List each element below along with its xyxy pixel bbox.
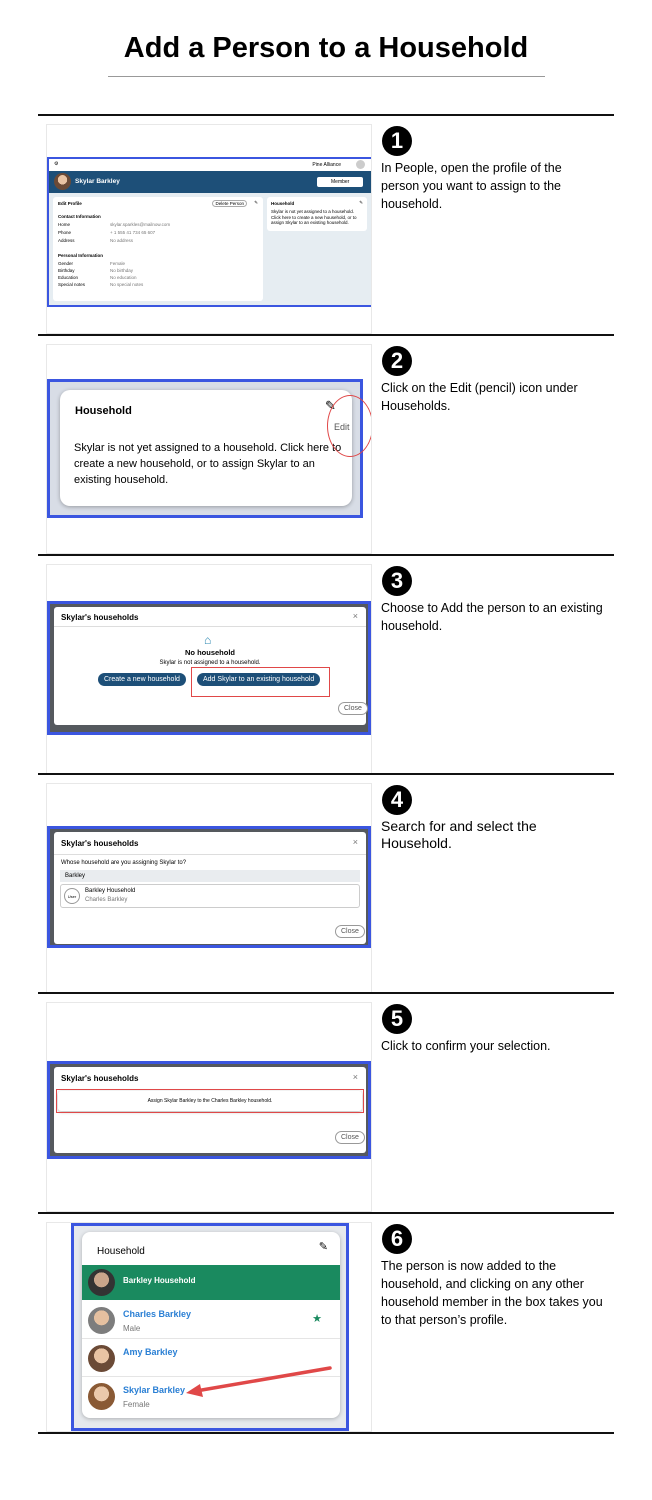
role-select[interactable]: Member xyxy=(317,177,363,187)
step-2-screenshot xyxy=(46,344,372,554)
modal-title: Skylar's households xyxy=(61,839,139,848)
step-4-screenshot xyxy=(46,783,372,993)
household-banner[interactable] xyxy=(82,1265,340,1300)
step-description: Choose to Add the person to an existing household. xyxy=(381,601,603,633)
close-button[interactable]: Close xyxy=(335,1131,365,1144)
member-gender: Male xyxy=(123,1324,141,1333)
member-name[interactable]: Amy Barkley xyxy=(123,1347,178,1357)
close-icon[interactable]: × xyxy=(352,611,358,621)
card-title: Household xyxy=(97,1246,145,1257)
star-icon: ★ xyxy=(312,1313,322,1325)
highlight-circle xyxy=(327,395,372,457)
card-title: Household xyxy=(75,405,132,417)
title-divider xyxy=(108,76,545,77)
delete-person-button[interactable]: Delete Person xyxy=(212,200,247,207)
result-name: Barkley Household xyxy=(85,888,136,894)
household-name: Barkley Household xyxy=(123,1276,196,1285)
contact-heading: Contact Information xyxy=(58,214,101,219)
result-member: Charles Barkley xyxy=(85,897,128,903)
step-description: Click on the Edit (pencil) icon under Households. xyxy=(381,381,578,413)
personal-heading: Personal Information xyxy=(58,253,104,258)
home-icon: ⌂ xyxy=(204,633,212,647)
edit-profile-heading: Edit Profile xyxy=(58,201,82,206)
member-gender: Female xyxy=(123,1400,150,1409)
step-number: 6 xyxy=(382,1224,412,1254)
modal-title: Skylar's households xyxy=(61,613,139,622)
contact-list: Home skylar.sparkles@mailnow.com Phone + 1 555 41 734 65 607 Address No address xyxy=(58,222,171,243)
edit-tooltip: Edit xyxy=(334,422,350,432)
step-description: In People, open the profile of the person you want to assign to the household. xyxy=(381,161,562,211)
highlight-frame xyxy=(47,601,371,735)
pencil-icon[interactable]: ✎ xyxy=(359,200,363,205)
modal xyxy=(54,1067,366,1153)
page-title: Add a Person to a Household xyxy=(123,32,529,64)
step-6 xyxy=(38,1214,614,1434)
question-text: Whose household are you assigning Skylar to? xyxy=(61,860,187,866)
avatar xyxy=(88,1383,115,1410)
step-number: 5 xyxy=(382,1004,412,1034)
close-button[interactable]: Close xyxy=(338,702,368,715)
member-name[interactable]: Charles Barkley xyxy=(123,1309,192,1319)
step-number: 1 xyxy=(382,126,412,156)
highlight-box xyxy=(191,667,330,697)
modal xyxy=(54,607,366,725)
step-description: The person is now added to the household, and clicking on any other household member in the box takes you to that person’s profile. xyxy=(381,1259,603,1327)
household-card[interactable] xyxy=(60,390,352,506)
highlight-frame xyxy=(47,379,363,518)
step-number: 3 xyxy=(382,566,412,596)
step-1-screenshot xyxy=(46,124,372,334)
step-number: 4 xyxy=(382,785,412,815)
modal xyxy=(54,832,366,944)
household-result[interactable] xyxy=(60,884,360,908)
personal-list: Gender Female Birthday No birthday Education No education Special notes No special notes xyxy=(58,261,144,287)
assign-household-button[interactable]: Assign Skylar Barkley to the Charles Barkley household. xyxy=(58,1091,362,1111)
add-to-existing-household-button[interactable]: Add Skylar to an existing household xyxy=(197,673,320,686)
avatar xyxy=(88,1345,115,1372)
avatar: User xyxy=(64,888,80,904)
member-row[interactable] xyxy=(82,1302,340,1339)
red-arrow-icon xyxy=(184,1364,334,1400)
search-input[interactable]: Barkley xyxy=(60,870,360,882)
pencil-icon[interactable]: ✎ xyxy=(318,1241,328,1253)
gear-icon[interactable]: ⚙ xyxy=(54,161,59,167)
highlight-frame xyxy=(71,1223,349,1431)
step-description: Search for and select the Household. xyxy=(381,818,537,851)
step-5-screenshot xyxy=(46,1002,372,1212)
step-2 xyxy=(38,336,614,554)
member-name[interactable]: Skylar Barkley xyxy=(123,1385,186,1395)
avatar xyxy=(88,1307,115,1334)
household-text[interactable]: Skylar is not yet assigned to a household. Click here to create a new household, or to assign Skylar to an existing household. xyxy=(271,209,357,225)
divider xyxy=(38,1432,614,1434)
not-assigned-text: Skylar is not assigned to a household. xyxy=(159,660,261,666)
step-6-screenshot xyxy=(46,1222,372,1432)
step-5 xyxy=(38,994,614,1212)
person-name: Skylar Barkley xyxy=(75,178,120,185)
close-button[interactable]: Close xyxy=(335,925,365,938)
step-3 xyxy=(38,556,614,774)
highlight-frame xyxy=(47,826,371,948)
pencil-icon[interactable]: ✎ xyxy=(254,200,258,205)
close-icon[interactable]: × xyxy=(352,1072,358,1082)
pencil-icon[interactable]: ✎ xyxy=(325,398,336,413)
step-number: 2 xyxy=(382,346,412,376)
highlight-box xyxy=(56,1089,364,1113)
step-description: Click to confirm your selection. xyxy=(381,1039,551,1053)
step-1 xyxy=(38,116,614,334)
household-title: Household xyxy=(271,201,295,206)
org-name: Pine Alliance xyxy=(312,162,341,168)
user-avatar[interactable] xyxy=(356,160,365,169)
highlight-frame xyxy=(47,1061,371,1159)
card-text: Skylar is not yet assigned to a household. Click here to create a new household, or to assign Skylar to an existing household. xyxy=(74,442,342,486)
avatar xyxy=(54,173,71,190)
no-household-heading: No household xyxy=(185,648,235,657)
step-4 xyxy=(38,775,614,993)
avatar xyxy=(88,1269,115,1296)
modal-title: Skylar's households xyxy=(61,1074,139,1083)
step-3-screenshot xyxy=(46,564,372,774)
close-icon[interactable]: × xyxy=(352,837,358,847)
create-household-button[interactable]: Create a new household xyxy=(98,673,186,686)
